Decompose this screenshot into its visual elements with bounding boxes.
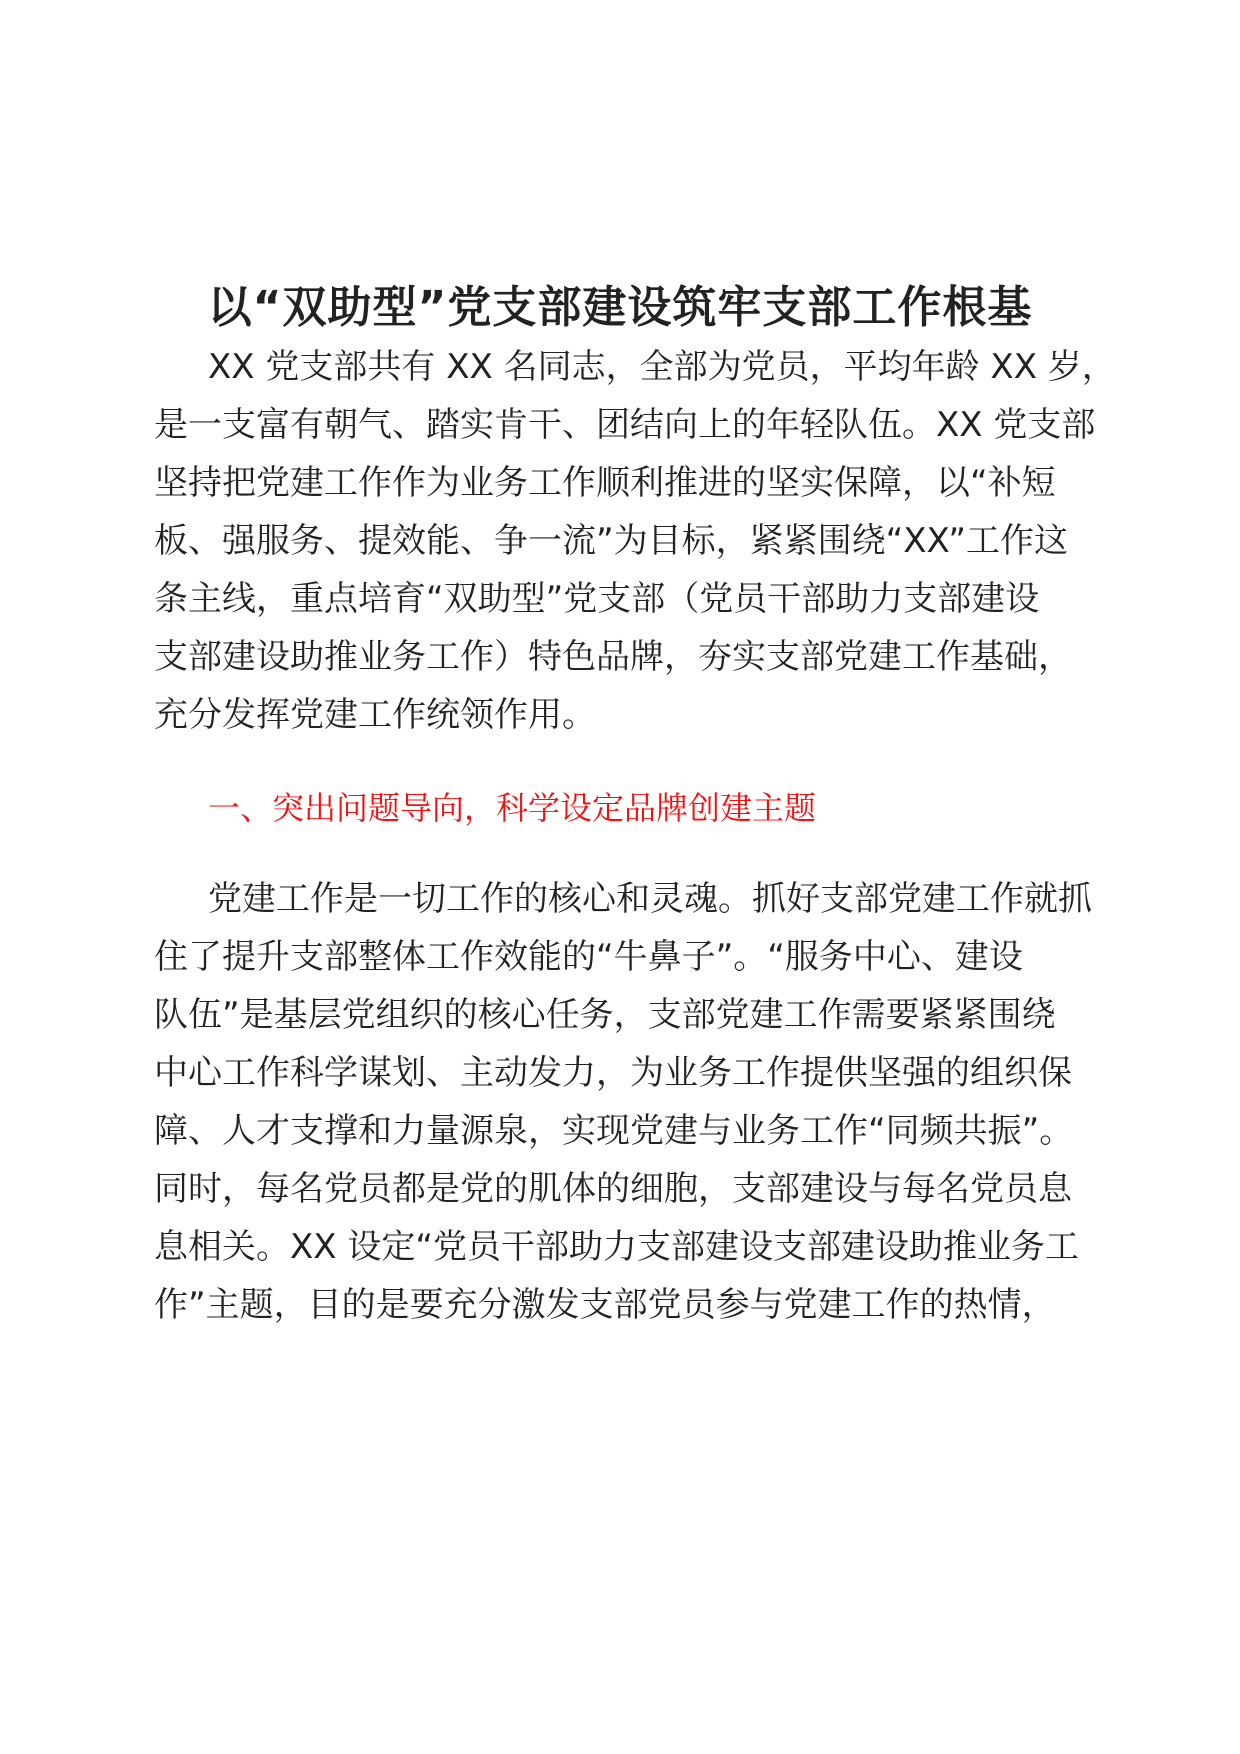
paragraph2-line-7: 息相关。XX 设定“党员干部助力支部建设支部建设助推业务工 bbox=[154, 1227, 1080, 1267]
paragraph1-line-3: 坚持把党建工作作为业务工作顺利推进的坚实保障，以“补短 bbox=[154, 463, 1056, 503]
paragraph1-line-6: 支部建设助推业务工作）特色品牌，夯实支部党建工作基础， bbox=[154, 637, 1072, 677]
paragraph2-line-8: 作”主题，目的是要充分激发支部党员参与党建工作的热情， bbox=[154, 1285, 1056, 1325]
paragraph1-line-1: XX 党支部共有 XX 名同志，全部为党员，平均年龄 XX 岁， bbox=[208, 347, 1116, 387]
paragraph2-line-4: 中心工作科学谋划、主动发力，为业务工作提供坚强的组织保 bbox=[154, 1053, 1072, 1093]
document-title: 以“双助型”党支部建设筑牢支部工作根基 bbox=[207, 282, 1033, 333]
section-heading-1: 一、突出问题导向，科学设定品牌创建主题 bbox=[208, 789, 817, 827]
paragraph2-line-6: 同时，每名党员都是党的肌体的细胞，支部建设与每名党员息 bbox=[154, 1169, 1072, 1209]
paragraph1-line-4: 板、强服务、提效能、争一流”为目标，紧紧围绕“XX”工作这 bbox=[154, 521, 1069, 561]
paragraph2-line-2: 住了提升支部整体工作效能的“牛鼻子”。“服务中心、建设 bbox=[154, 937, 1023, 977]
paragraph2-line-3: 队伍”是基层党组织的核心任务，支部党建工作需要紧紧围绕 bbox=[154, 995, 1056, 1035]
paragraph2-line-1: 党建工作是一切工作的核心和灵魂。抓好支部党建工作就抓 bbox=[208, 879, 1092, 919]
paragraph1-line-7: 充分发挥党建工作统领作用。 bbox=[154, 695, 596, 735]
paragraph1-line-5: 条主线，重点培育“双助型”党支部（党员干部助力支部建设 bbox=[154, 579, 1040, 619]
paragraph2-line-5: 障、人才支撑和力量源泉，实现党建与业务工作“同频共振”。 bbox=[154, 1111, 1074, 1151]
paragraph1-line-2: 是一支富有朝气、踏实肯干、团结向上的年轻队伍。XX 党支部 bbox=[154, 405, 1096, 445]
